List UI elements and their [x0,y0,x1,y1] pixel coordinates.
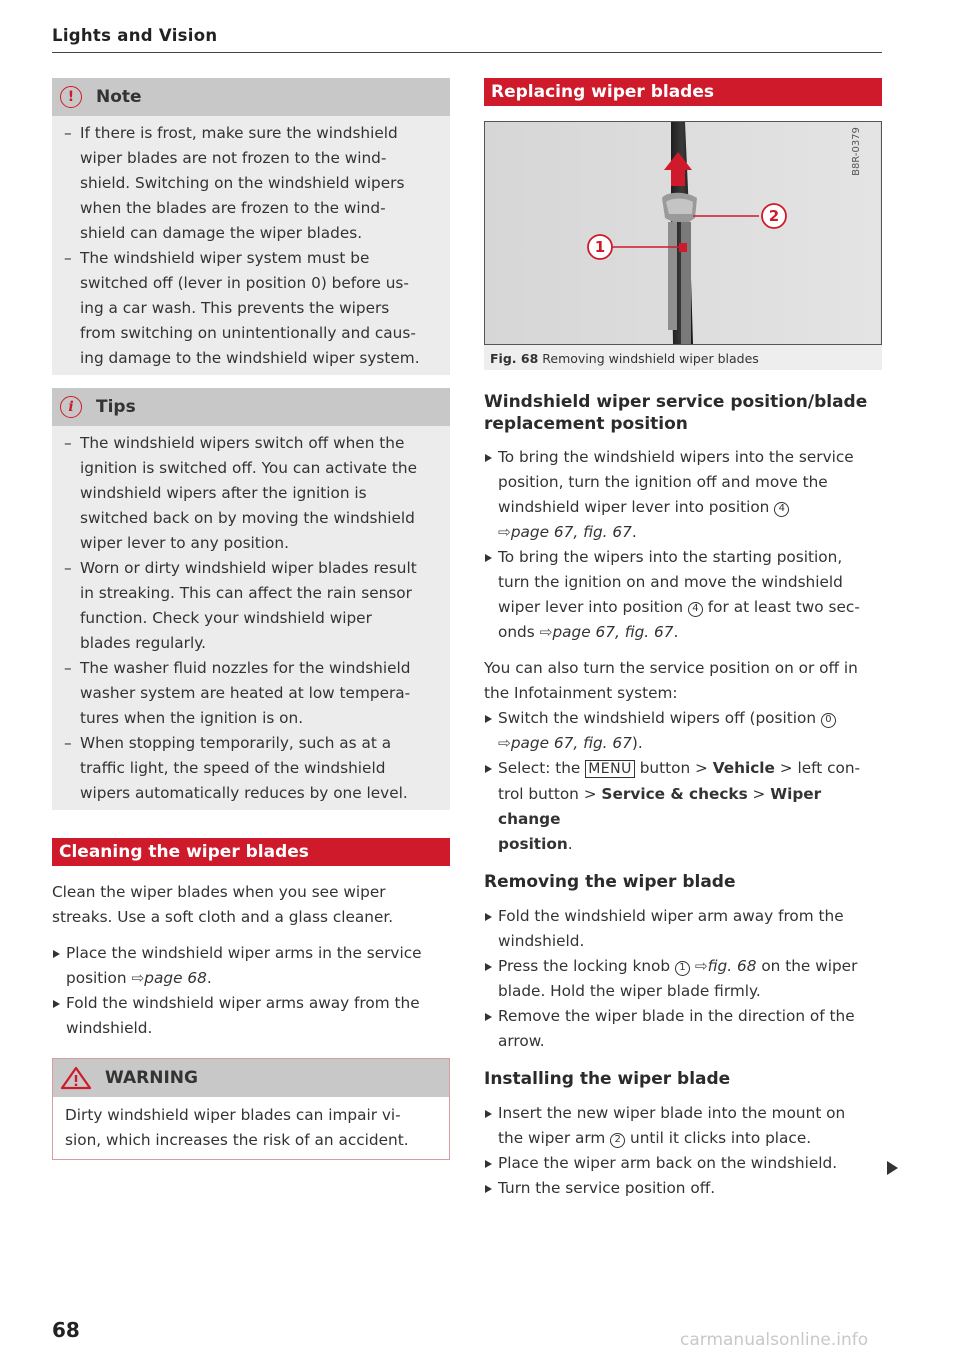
text-line: position, turn the ignition off and move the [498,473,828,491]
text-line: sion, which increases the risk of an accident. [65,1131,409,1149]
figure-code: B8R-0379 [850,127,862,176]
figure-image [484,121,882,345]
service-step [484,545,882,645]
text-line [498,782,882,832]
tips-item [64,656,440,731]
text-span: . [206,969,212,987]
text-line: tures when the ignition is on. [80,709,304,727]
note-item [64,246,440,371]
installing-step [484,1176,882,1201]
menu-path-position: position [498,835,568,853]
menu-path-vehicle: Vehicle [712,759,775,777]
text-line: washer system are heated at low tempera- [80,684,411,702]
figure-caption-text: Removing windshield wiper blades [542,351,759,366]
position-0-icon: 0 [821,713,836,728]
figure-68 [484,121,882,370]
text-line: shield can damage the wiper blades. [80,224,363,242]
page-link[interactable]: page 68 [144,969,207,987]
text-line: Place the windshield wiper arms in the service [66,944,422,962]
callout-2-icon: 2 [610,1133,625,1148]
text-line: Insert the new wiper blade into the mount on [498,1104,846,1122]
warning-triangle-icon [59,1066,93,1090]
arrow-reference-icon: ⇨ [694,957,708,975]
figure-link[interactable]: fig. 68 [707,957,757,975]
text-line [498,520,882,545]
text-span: . [673,623,679,641]
text-line: windshield. [66,1019,153,1037]
page-link[interactable]: page 67, fig. 67 [510,523,632,541]
service-step [484,706,882,756]
right-column [484,78,882,1201]
text-span: until it clicks into place. [625,1129,812,1147]
figure-caption [484,345,882,370]
text-line: wiper lever to any position. [80,534,289,552]
tips-box [52,388,450,810]
text-span: trol button > [498,785,602,803]
text-line: switched off (lever in position 0) before us- [80,274,409,292]
cleaning-intro [52,880,450,930]
arrow-reference-icon: ⇨ [539,623,553,641]
continue-arrow-icon [887,1161,898,1175]
watermark: carmanualsonline.info [680,1330,869,1350]
text-span: Press the locking knob [498,957,675,975]
text-span: Switch the windshield wipers off (position [498,709,821,727]
heading-removing: Removing the wiper blade [484,872,736,892]
left-column [52,78,450,1160]
text-span: wiper lever into position [498,598,688,616]
text-line: – If there is frost, make sure the windshield [80,124,398,142]
text-line: You can also turn the service position on or off in [484,659,858,677]
arrow-reference-icon: ⇨ [498,734,511,752]
figure-number: Fig. 68 [490,351,539,366]
text-line: wiper blades are not frozen to the wind- [80,149,387,167]
position-4-icon: 4 [688,602,703,617]
infotainment-paragraph [484,656,882,706]
section-title-replacing: Replacing wiper blades [484,78,882,106]
installing-step [484,1151,882,1176]
position-4-icon: 4 [774,502,789,517]
text-line: – Worn or dirty windshield wiper blades result [80,559,417,577]
text-line: blades regularly. [80,634,206,652]
service-step [484,445,882,545]
text-line: Windshield wiper service position/blade [484,392,868,412]
text-line: windshield. [498,932,585,950]
text-span: position [66,969,132,987]
menu-path-wiper: Wiper change [498,785,822,828]
heading-service-position [484,391,882,435]
arrow-reference-icon: ⇨ [498,523,511,541]
text-line: ing a car wash. This prevents the wipers [80,299,390,317]
text-span: ). [631,734,643,752]
text-line: shield. Switching on the windshield wipers [80,174,405,192]
text-span: windshield wiper lever into position [498,498,775,516]
text-line [498,706,882,731]
text-line [498,954,882,979]
text-line: wipers automatically reduces by one level. [80,784,408,802]
text-line: – The windshield wiper system must be [80,249,370,267]
warning-header [53,1059,449,1097]
text-span: . [631,523,637,541]
text-line [66,966,450,991]
text-line: To bring the wipers into the starting position, [498,548,843,566]
service-step [484,756,882,857]
text-line: Dirty windshield wiper blades can impair vi- [65,1106,401,1124]
text-line: function. Check your windshield wiper [80,609,372,627]
tips-body [52,426,450,810]
text-line: when the blades are frozen to the wind- [80,199,386,217]
warning-box [52,1058,450,1160]
cleaning-step [52,941,450,991]
text-line: replacement position [484,414,688,434]
removing-step [484,954,882,1004]
text-span: button > [634,759,713,777]
text-span: Select: the [498,759,586,777]
text-line: Fold the windshield wiper arm away from the [498,907,844,925]
tips-title: Tips [96,397,136,417]
arrow-reference-icon: ⇨ [131,969,145,987]
warning-title: WARNING [105,1068,198,1088]
tips-item [64,731,440,806]
text-line: from switching on unintentionally and caus- [80,324,416,342]
warning-body [53,1097,449,1159]
text-line: ignition is switched off. You can activate the [80,459,417,477]
page-link[interactable]: page 67, fig. 67 [552,623,674,641]
note-box [52,78,450,375]
text-span: the wiper arm [498,1129,611,1147]
text-span: > [747,785,771,803]
cleaning-step [52,991,450,1041]
menu-button-label: MENU [585,760,635,778]
text-line: arrow. [498,1032,545,1050]
text-span: onds [498,623,540,641]
text-line [498,832,882,857]
page-header: Lights and Vision [52,26,882,53]
text-line: the Infotainment system: [484,684,678,702]
text-line: Fold the windshield wiper arms away from the [66,994,420,1012]
note-header [52,78,450,116]
text-line: – When stopping temporarily, such as at a [80,734,392,752]
page-number: 68 [52,1318,80,1342]
text-line: To bring the windshield wipers into the service [498,448,854,466]
text-line: switched back on by moving the windshield [80,509,415,527]
text-span: on the wiper [756,957,858,975]
tips-item [64,431,440,556]
note-item [64,121,440,246]
text-line [498,595,882,620]
text-line: – The windshield wipers switch off when the [80,434,405,452]
removing-step [484,1004,882,1054]
wiper-blade-illustration [485,122,880,344]
text-line: Place the wiper arm back on the windshield. [498,1154,838,1172]
text-span: > left con- [774,759,861,777]
text-line: – The washer fluid nozzles for the windshield [80,659,411,677]
exclamation-icon: ! [60,86,82,108]
text-span: . [567,835,573,853]
text-line: windshield wipers after the ignition is [80,484,367,502]
note-title: Note [96,87,142,107]
text-line [498,756,882,782]
text-line: turn the ignition on and move the windshield [498,573,843,591]
text-line: Turn the service position off. [498,1179,716,1197]
text-line: traffic light, the speed of the windshield [80,759,386,777]
note-body [52,116,450,375]
tips-item [64,556,440,656]
info-icon: i [60,396,82,418]
text-line: Clean the wiper blades when you see wiper [52,883,386,901]
text-line [498,620,882,645]
text-line: Remove the wiper blade in the direction of the [498,1007,855,1025]
installing-step [484,1101,882,1151]
menu-path-service: Service & checks [601,785,748,803]
text-span: for at least two sec- [702,598,860,616]
text-line: streaks. Use a soft cloth and a glass cleaner. [52,908,394,926]
callout-label-2: 2 [768,207,780,225]
text-line [498,1126,882,1151]
callout-1-icon: 1 [675,961,690,976]
tips-header [52,388,450,426]
removing-step [484,904,882,954]
text-line: in streaking. This can affect the rain sensor [80,584,412,602]
section-title-cleaning: Cleaning the wiper blades [52,838,450,866]
text-line [498,495,882,520]
heading-installing: Installing the wiper blade [484,1069,731,1089]
page-link[interactable]: page 67, fig. 67 [510,734,632,752]
callout-label-1: 1 [594,238,606,256]
text-line [498,731,882,756]
text-line: ing damage to the windshield wiper system. [80,349,420,367]
text-line: blade. Hold the wiper blade firmly. [498,982,761,1000]
